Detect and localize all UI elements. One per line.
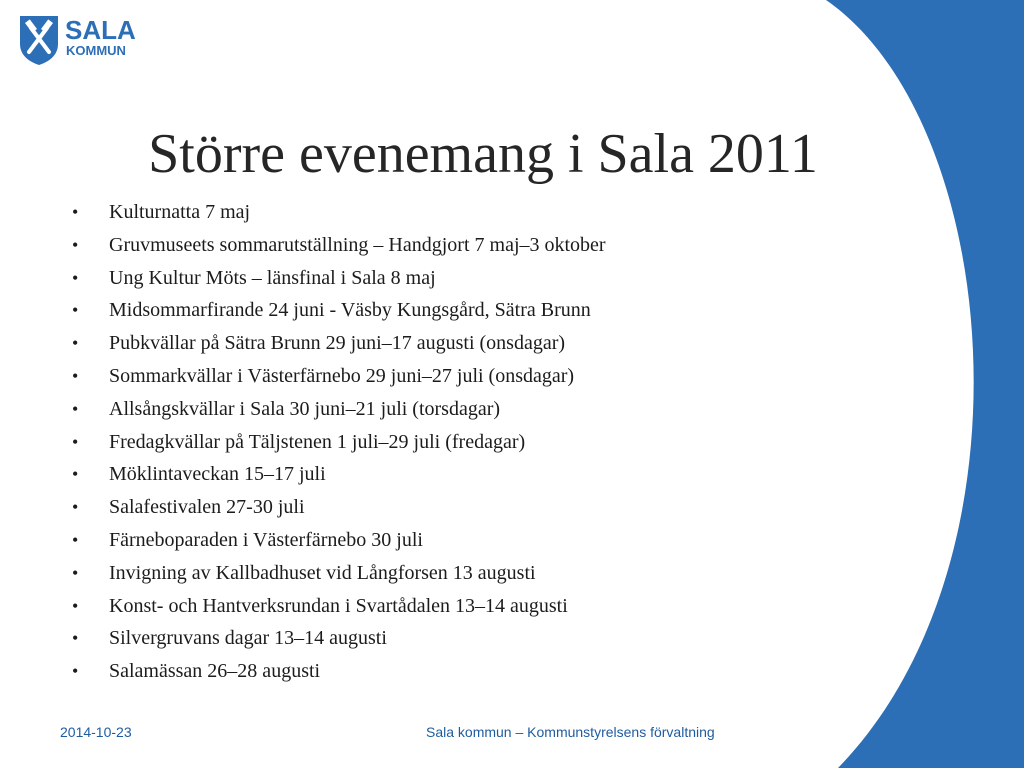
slide-title: Större evenemang i Sala 2011 [148,123,818,185]
bullet-icon: • [72,398,79,419]
logo-subtitle: KOMMUN [66,43,126,58]
list-item-text: Kulturnatta 7 maj [109,201,251,223]
list-item-text: Midsommarfirande 24 juni - Väsby Kungsgård, Sätra Brunn [109,299,591,322]
list-item [72,524,812,557]
bullet-icon: • [72,595,79,616]
list-item-text: Invigning av Kallbadhuset vid Långforsen 13 augusti [109,561,536,584]
bullet-icon: • [72,529,79,550]
footer-organization: Sala kommun – Kommunstyrelsens förvaltning [426,724,715,740]
list-item-text: Konst- och Hantverksrundan i Svartådalen 13–14 augusti [109,594,568,617]
list-item [72,327,812,360]
list-item-text: Silvergruvans dagar 13–14 augusti [109,627,387,650]
bullet-icon: • [72,628,79,649]
list-item [72,622,812,655]
list-item [72,262,812,295]
bullet-icon: • [72,431,79,452]
list-item-text: Sommarkvällar i Västerfärnebo 29 juni–27 juli (onsdagar) [109,364,575,387]
list-item-text: Möklintaveckan 15–17 juli [109,463,326,486]
bullet-icon: • [72,333,79,354]
list-item [72,294,812,327]
crossed-hammers-shield-icon [18,14,60,66]
bullet-icon: • [72,267,79,288]
sala-kommun-logo [18,14,148,66]
bullet-icon: • [72,464,79,485]
list-item [72,196,812,229]
bullet-icon: • [72,562,79,583]
list-item-text: Salamässan 26–28 augusti [109,660,321,683]
list-item [72,393,812,426]
bullet-icon: • [72,497,79,518]
list-item [72,655,812,688]
bullet-icon: • [72,300,79,321]
bullet-icon: • [72,234,79,255]
list-item-text: Allsångskvällar i Sala 30 juni–21 juli (torsdagar) [109,397,501,420]
list-item [72,229,812,262]
list-item [72,491,812,524]
list-item [72,360,812,393]
bullet-icon: • [72,661,79,682]
list-item [72,458,812,491]
list-item-text: Färneboparaden i Västerfärnebo 30 juli [109,528,423,551]
events-list [72,196,812,688]
list-item [72,426,812,459]
bullet-icon: • [72,365,79,386]
list-item-text: Ung Kultur Möts – länsfinal i Sala 8 maj [109,266,436,289]
bullet-icon: • [72,202,79,222]
list-item-text: Fredagkvällar på Täljstenen 1 juli–29 juli (fredagar) [109,430,526,453]
list-item [72,557,812,590]
footer-date: 2014-10-23 [60,724,132,740]
list-item-text: Gruvmuseets sommarutställning – Handgjort 7 maj–3 oktober [109,233,606,256]
list-item-text: Salafestivalen 27-30 juli [109,496,305,519]
list-item-text: Pubkvällar på Sätra Brunn 29 juni–17 augusti (onsdagar) [109,332,566,355]
logo-name: SALA [65,15,136,45]
list-item [72,590,812,623]
